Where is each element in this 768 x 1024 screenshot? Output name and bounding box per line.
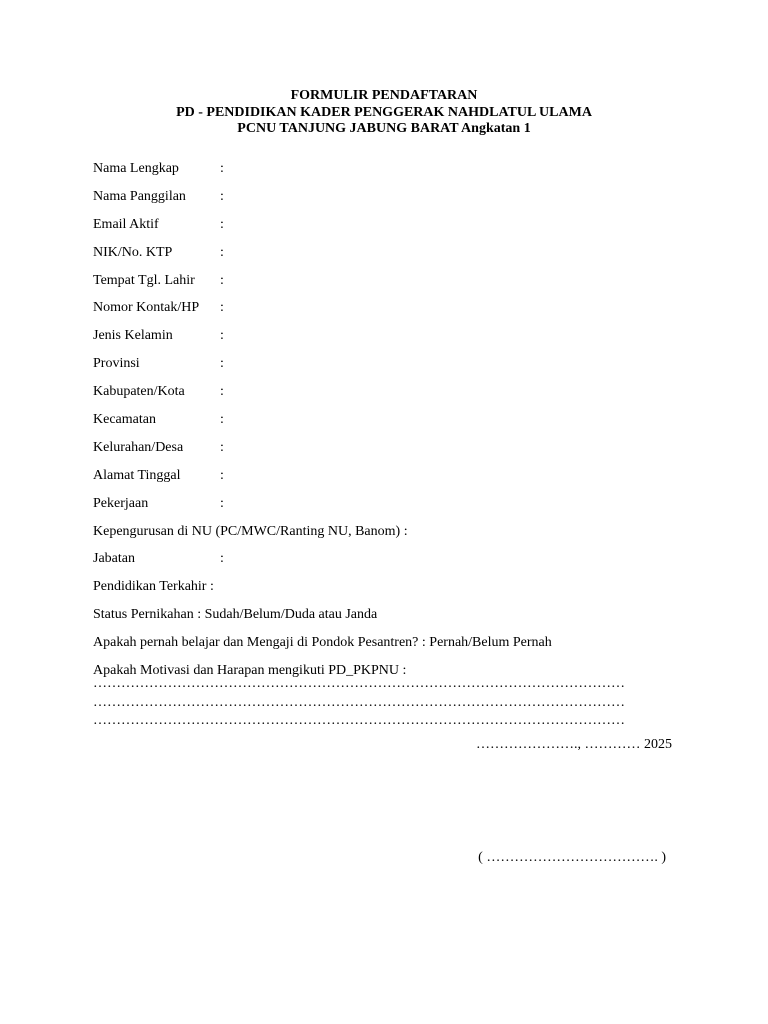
field-colon: : [220,272,224,288]
field-colon: : [220,300,224,316]
field-colon: : [220,439,224,455]
field-label: Tempat Tgl. Lahir [93,272,195,288]
field-nik [93,239,693,267]
field-nama-lengkap [93,155,693,183]
field-label: Jabatan [93,551,135,567]
dotted-line: …………………………………………………………………………………………………… [93,713,625,728]
field-label: Alamat Tinggal [93,467,181,483]
field-colon: : [220,328,224,344]
field-label: Nomor Kontak/HP [93,300,200,316]
field-label: Status Pernikahan : Sudah/Belum/Duda atau Janda [93,607,378,623]
field-kontak [93,294,693,322]
field-colon: : [220,411,224,427]
field-label: Kepengurusan di NU (PC/MWC/Ranting NU, Banom) : [93,523,408,539]
field-jenis-kelamin [93,322,693,350]
field-colon: : [220,188,224,204]
field-label: Jenis Kelamin [93,328,173,344]
dotted-line: …………………………………………………………………………………………………… [93,695,625,710]
field-alamat [93,462,693,490]
form-fields [93,155,693,685]
form-subtitle: PD - PENDIDIKAN KADER PENGGERAK NAHDLATUL ULAMA [176,104,592,120]
field-kepengurusan [93,518,693,546]
field-label: Pendidikan Terkahir : [93,579,214,595]
field-colon: : [220,384,224,400]
field-kecamatan [93,406,693,434]
field-provinsi [93,350,693,378]
field-colon: : [220,495,224,511]
field-label: Kelurahan/Desa [93,439,184,455]
field-pekerjaan [93,490,693,518]
signature-placeholder: ( ………………………………. ) [478,850,666,865]
dotted-line: …………………………………………………………………………………………………… [93,676,625,691]
field-label: Email Aktif [93,216,159,232]
field-pesantren [93,629,693,657]
field-label: Kabupaten/Kota [93,384,185,400]
field-nama-panggilan [93,183,693,211]
field-label: Apakah pernah belajar dan Mengaji di Pondok Pesantren? : Pernah/Belum Pernah [93,635,552,651]
field-label: Nama Panggilan [93,188,186,204]
field-label: Pekerjaan [93,495,149,511]
date-placeholder: …………………., ………… 2025 [476,737,672,752]
field-label: Nama Lengkap [93,160,179,176]
field-label: NIK/No. KTP [93,244,173,260]
field-colon: : [220,216,224,232]
field-colon: : [220,356,224,372]
field-colon: : [220,551,224,567]
field-colon: : [220,160,224,176]
field-status [93,601,693,629]
form-organization: PCNU TANJUNG JABUNG BARAT Angkatan 1 [237,121,531,136]
field-label: Apakah Motivasi dan Harapan mengikuti PD_PKPNU : [93,662,407,678]
form-title: FORMULIR PENDAFTARAN [290,88,478,103]
field-kelurahan [93,434,693,462]
field-pendidikan [93,573,693,601]
form-header [0,88,768,138]
field-colon: : [220,467,224,483]
field-colon: : [220,244,224,260]
field-label: Provinsi [93,356,140,372]
field-kabupaten [93,378,693,406]
field-ttl [93,267,693,295]
field-email [93,211,693,239]
field-label: Kecamatan [93,411,156,427]
field-jabatan [93,545,693,573]
